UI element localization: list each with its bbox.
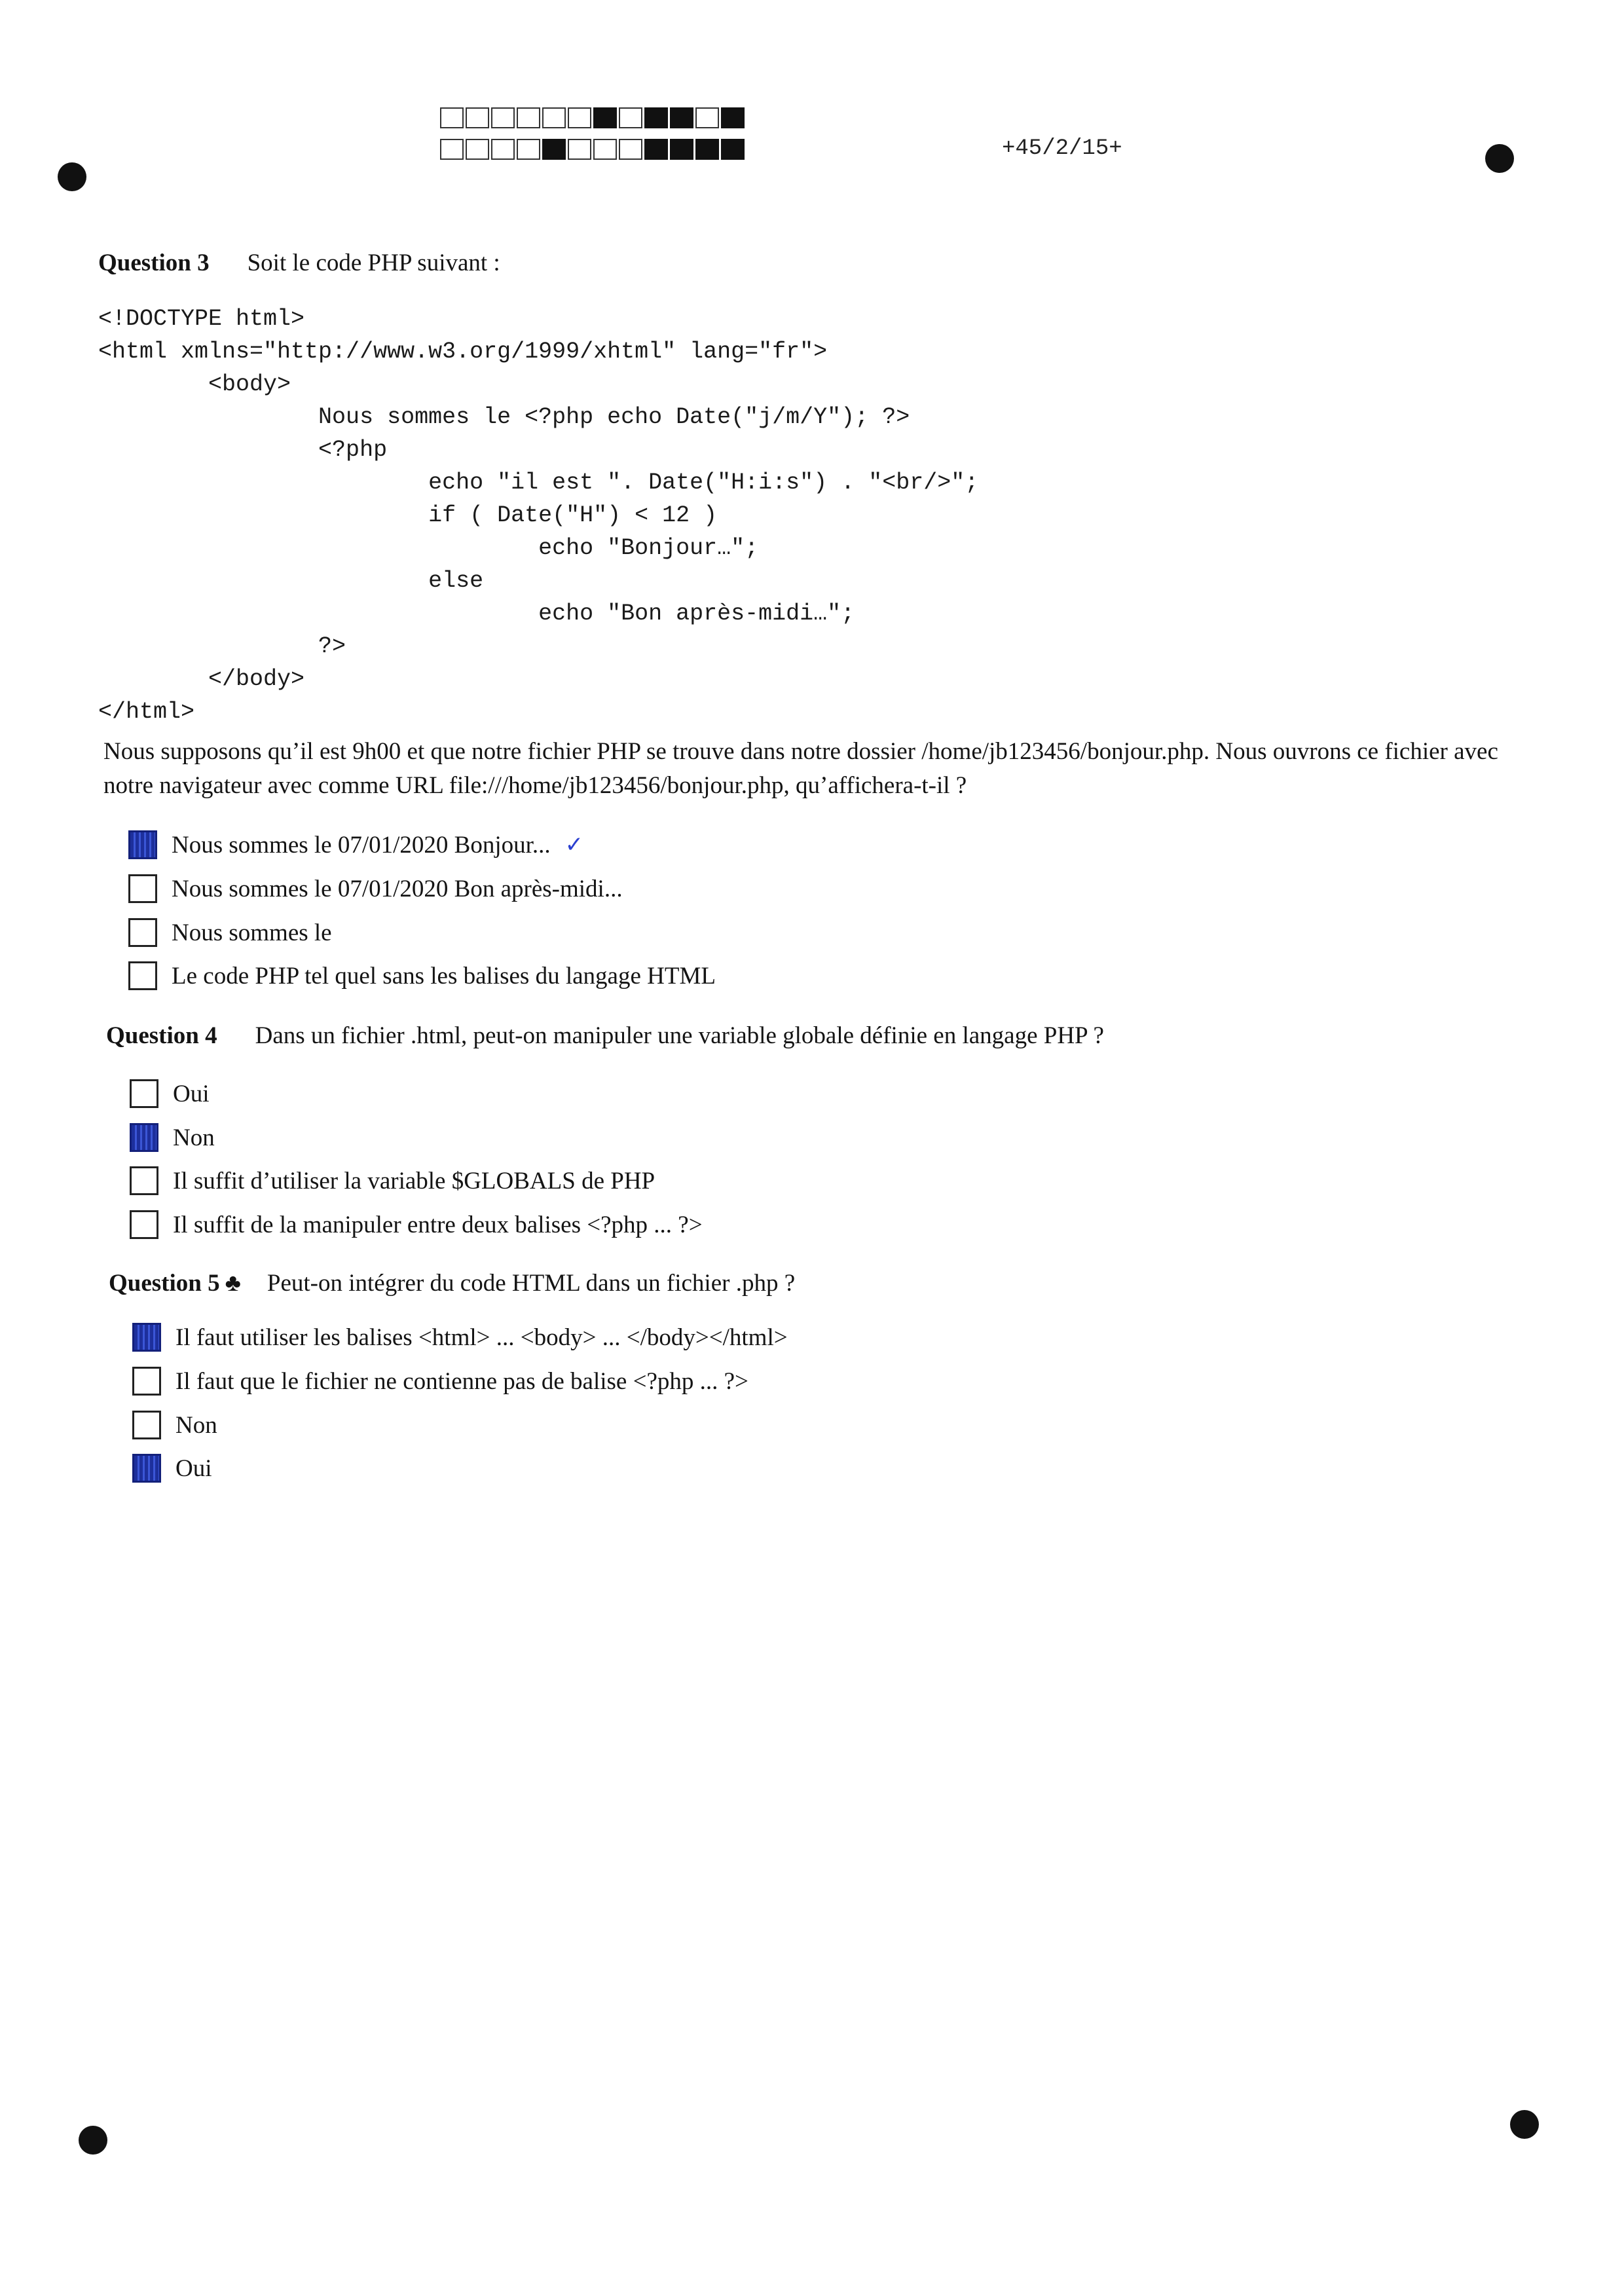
id-code-cell bbox=[619, 139, 642, 160]
answer-option[interactable] bbox=[128, 830, 583, 859]
answer-label: Oui bbox=[173, 1080, 210, 1107]
id-code-row-2 bbox=[440, 139, 748, 161]
question-number: Question 5 bbox=[109, 1270, 220, 1297]
question-3-paragraph: Nous supposons qu’il est 9h00 et que notre fichier PHP se trouve dans notre dossier /home/jb123456/bonjour.php. Nous ouvrons ce fichier avec notre navigateur avec comme URL file:///home/jb123456/bonjour.php, qu’affichera-t-il ? bbox=[103, 738, 1498, 799]
answer-label: Non bbox=[175, 1411, 217, 1439]
answer-option[interactable] bbox=[132, 1454, 212, 1483]
registration-mark-bottom-left bbox=[79, 2126, 107, 2155]
checkbox[interactable] bbox=[132, 1454, 161, 1483]
answer-label: Nous sommes le 07/01/2020 Bon après-midi... bbox=[172, 875, 623, 902]
id-code-cell bbox=[670, 139, 693, 160]
php-code-block: <!DOCTYPE html> <html xmlns="http://www.w3.org/1999/xhtml" lang="fr"> <body> Nous sommes le <?php echo Date("j/m/Y"); ?> <?php echo "il est ". Date("H:i:s") . "<br/>"; if ( Date("H") < 12 ) echo "Bonjour…"; else echo "Bon après-midi…"; ?> </body> </html> bbox=[98, 306, 979, 725]
checkbox[interactable] bbox=[128, 830, 157, 859]
checkbox[interactable] bbox=[128, 918, 157, 947]
page-code: +45/2/15+ bbox=[1002, 136, 1122, 161]
answer-option[interactable] bbox=[130, 1123, 215, 1152]
checkbox[interactable] bbox=[128, 961, 157, 990]
answer-label: Oui bbox=[175, 1454, 212, 1482]
answer-option[interactable] bbox=[132, 1411, 217, 1439]
answer-label: Il faut que le fichier ne contienne pas de balise <?php ... ?> bbox=[175, 1367, 748, 1395]
answer-option[interactable] bbox=[128, 961, 716, 990]
id-code-cell bbox=[721, 139, 745, 160]
question-number: Question 3 bbox=[98, 250, 210, 276]
checkbox[interactable] bbox=[130, 1123, 158, 1152]
checkbox[interactable] bbox=[132, 1411, 161, 1439]
id-code-cell bbox=[517, 139, 540, 160]
answer-label: Non bbox=[173, 1124, 215, 1151]
question-number: Question 4 bbox=[106, 1022, 217, 1049]
id-code-cell bbox=[542, 107, 566, 128]
question-prompt: Peut-on intégrer du code HTML dans un fichier .php ? bbox=[267, 1270, 796, 1297]
answer-label: Il faut utiliser les balises <html> ... <body> ... </body></html> bbox=[175, 1324, 788, 1351]
id-code-cell bbox=[644, 139, 668, 160]
checkbox[interactable] bbox=[132, 1367, 161, 1396]
id-code-cell bbox=[721, 107, 745, 128]
answer-label: Il suffit de la manipuler entre deux balises <?php ... ?> bbox=[173, 1211, 703, 1238]
registration-mark-top-right bbox=[1485, 144, 1514, 173]
question-prompt: Soit le code PHP suivant : bbox=[247, 250, 500, 276]
id-code-cell bbox=[466, 139, 489, 160]
answer-option[interactable] bbox=[128, 874, 623, 903]
id-code-cell bbox=[695, 107, 719, 128]
club-icon: ♣ bbox=[225, 1270, 241, 1297]
question-5-header bbox=[109, 1269, 795, 1297]
id-code-cell bbox=[440, 107, 464, 128]
checkbox[interactable] bbox=[132, 1323, 161, 1352]
id-code-cell bbox=[440, 139, 464, 160]
id-code-cell bbox=[542, 139, 566, 160]
checkmark-icon: ✓ bbox=[564, 832, 584, 858]
question-3-header bbox=[98, 249, 500, 277]
id-code-cell bbox=[695, 139, 719, 160]
id-code-cell bbox=[670, 107, 693, 128]
id-code-cell bbox=[593, 107, 617, 128]
answer-label: Il suffit d’utiliser la variable $GLOBALS de PHP bbox=[173, 1167, 655, 1194]
id-code-row-1 bbox=[440, 107, 748, 130]
id-code-cell bbox=[517, 107, 540, 128]
answer-option[interactable] bbox=[130, 1166, 655, 1195]
answer-label: Nous sommes le 07/01/2020 Bonjour... bbox=[172, 831, 551, 859]
answer-option[interactable] bbox=[128, 918, 332, 947]
checkbox[interactable] bbox=[130, 1210, 158, 1239]
id-code-cell bbox=[619, 107, 642, 128]
checkbox[interactable] bbox=[128, 874, 157, 903]
question-4-header bbox=[106, 1022, 1104, 1050]
answer-label: Nous sommes le bbox=[172, 919, 332, 946]
question-prompt: Dans un fichier .html, peut-on manipuler une variable globale définie en langage PHP ? bbox=[255, 1022, 1104, 1049]
checkbox[interactable] bbox=[130, 1079, 158, 1108]
id-code-cell bbox=[466, 107, 489, 128]
id-code-cell bbox=[491, 139, 515, 160]
answer-option[interactable] bbox=[132, 1367, 748, 1396]
answer-label: Le code PHP tel quel sans les balises du langage HTML bbox=[172, 962, 716, 990]
checkbox[interactable] bbox=[130, 1166, 158, 1195]
id-code-cell bbox=[568, 107, 591, 128]
id-code-cell bbox=[593, 139, 617, 160]
id-code-cell bbox=[568, 139, 591, 160]
registration-mark-top-left bbox=[58, 162, 86, 191]
answer-option[interactable] bbox=[130, 1210, 703, 1239]
id-code-cell bbox=[644, 107, 668, 128]
registration-mark-bottom-right bbox=[1510, 2110, 1539, 2139]
id-code-cell bbox=[491, 107, 515, 128]
answer-option[interactable] bbox=[130, 1079, 210, 1108]
answer-option[interactable] bbox=[132, 1323, 788, 1352]
